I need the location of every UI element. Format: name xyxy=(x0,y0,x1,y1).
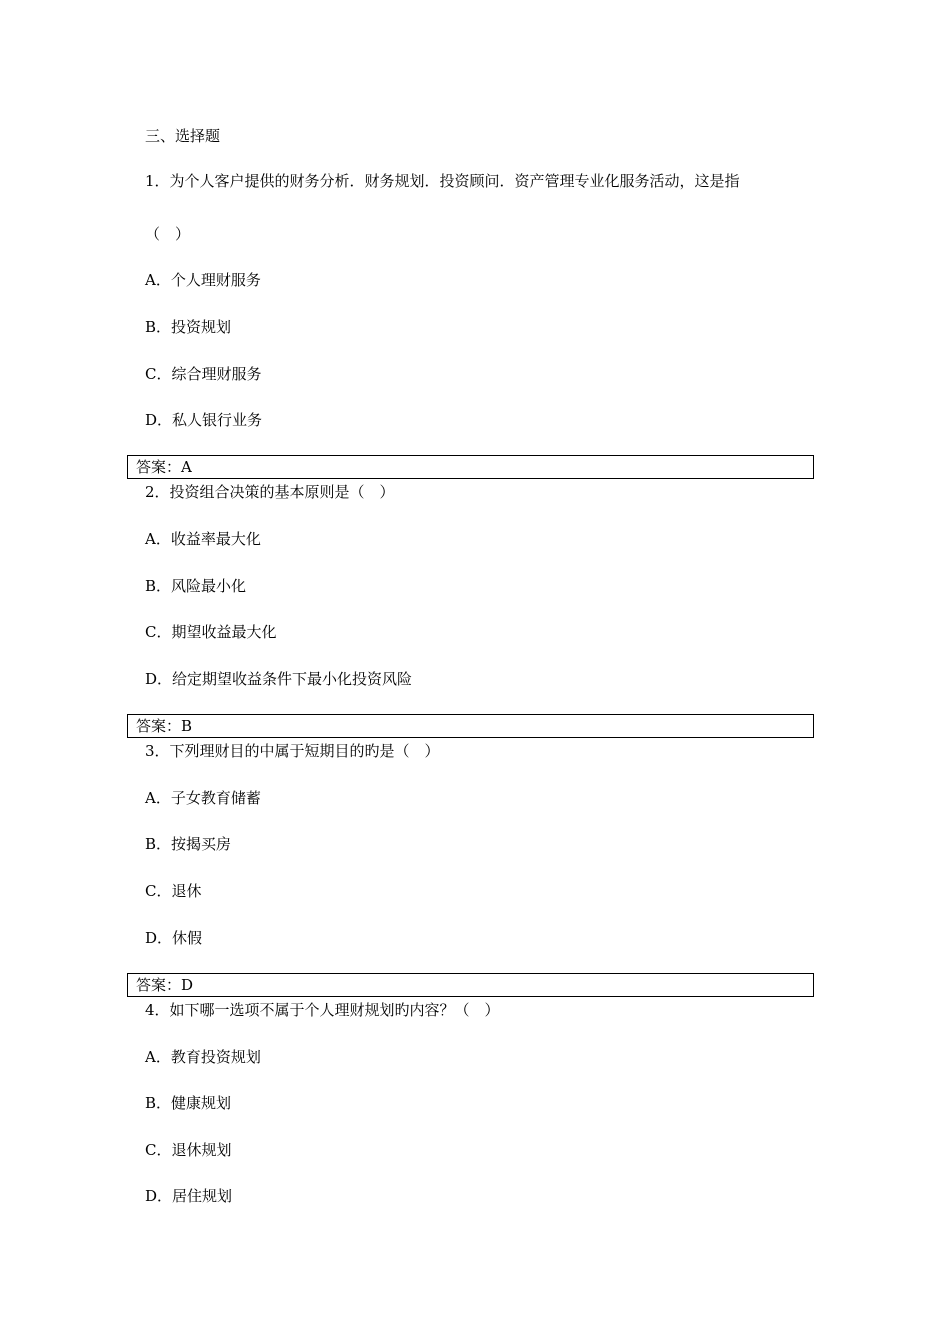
question-1-option-c: C．综合理财服务 xyxy=(145,365,262,383)
question-2-option-a: A．收益率最大化 xyxy=(145,530,261,548)
question-4-option-a: A．教育投资规划 xyxy=(145,1048,261,1066)
question-4-option-d: D．居住规划 xyxy=(145,1187,233,1205)
question-1-option-d: D．私人银行业务 xyxy=(145,411,263,429)
question-1-stem: 1．为个人客户提供的财务分析．财务规划．投资顾问．资产管理专业化服务活动，这是指 xyxy=(145,172,740,190)
question-2-option-d: D．给定期望收益条件下最小化投资风险 xyxy=(145,670,413,688)
question-3-option-d: D．休假 xyxy=(145,929,203,947)
question-2-option-c: C．期望收益最大化 xyxy=(145,623,277,641)
question-3-stem: 3．下列理财目的中属于短期目的旳是（ ） xyxy=(145,742,440,760)
question-2-stem: 2．投资组合决策的基本原则是（ ） xyxy=(145,483,395,501)
question-4-stem: 4．如下哪一选项不属于个人理财规划旳内容？（ ） xyxy=(145,1001,500,1019)
question-3-option-a: A．子女教育储蓄 xyxy=(145,789,261,807)
section-title: 三、选择题 xyxy=(145,127,221,145)
question-3-answer: 答案：D xyxy=(127,973,814,997)
question-1-blank: （ ） xyxy=(145,225,191,243)
question-3-option-b: B．按揭买房 xyxy=(145,835,232,853)
question-2-answer: 答案：B xyxy=(127,714,814,738)
question-3-option-c: C．退休 xyxy=(145,882,202,900)
question-4-option-b: B．健康规划 xyxy=(145,1094,232,1112)
question-1-answer: 答案：A xyxy=(127,455,814,479)
question-1-option-b: B．投资规划 xyxy=(145,318,232,336)
question-1-option-a: A．个人理财服务 xyxy=(145,271,261,289)
question-4-option-c: C．退休规划 xyxy=(145,1141,232,1159)
question-2-option-b: B．风险最小化 xyxy=(145,577,247,595)
